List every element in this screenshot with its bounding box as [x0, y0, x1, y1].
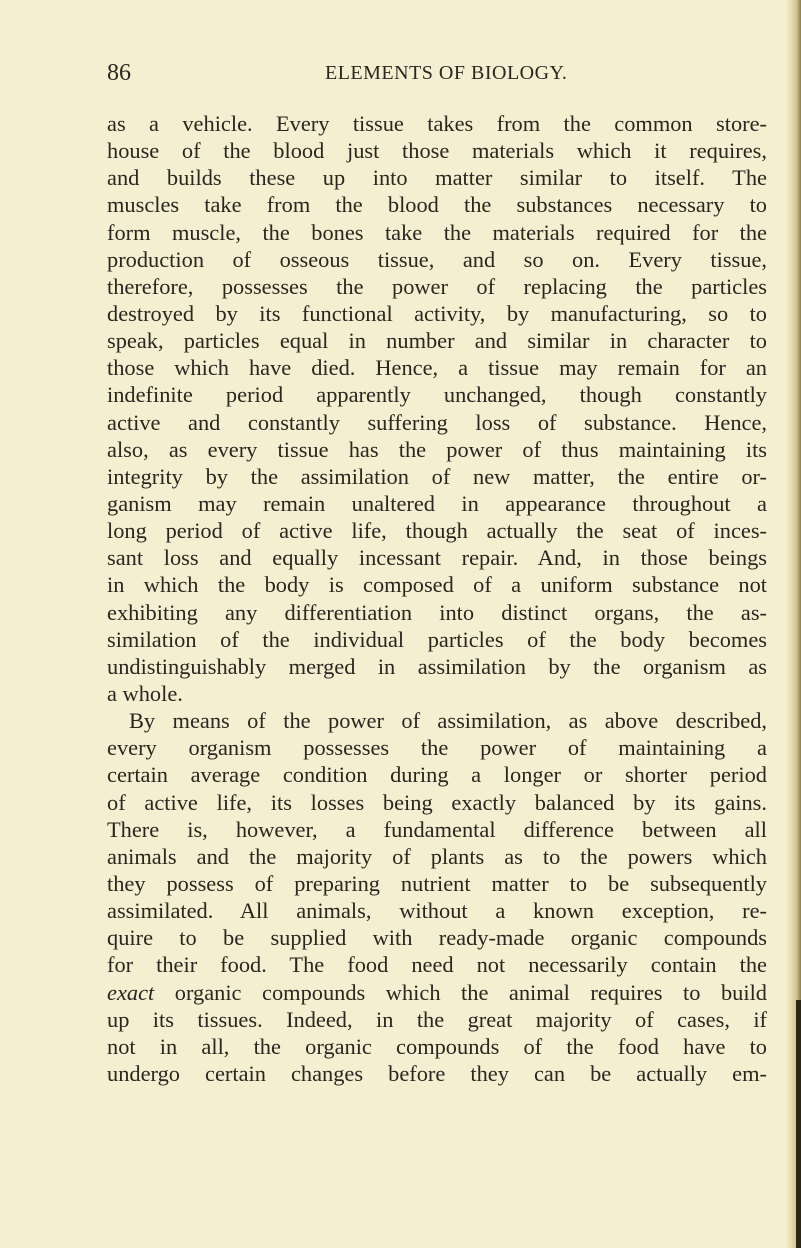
text-line: undistinguishably merged in assimilation by the organism as: [107, 653, 767, 679]
text-line: in which the body is composed of a uniform substance not: [107, 572, 767, 598]
text-line: active and constantly suffering loss of substance. Hence,: [107, 409, 767, 435]
text-line: as a vehicle. Every tissue takes from the common store-: [107, 111, 767, 136]
text-line: of active life, its losses being exactly balanced by its gains.: [107, 789, 767, 815]
page-edge-dark: [796, 1000, 801, 1248]
text-span: organic compounds which the animal requires to build: [154, 979, 767, 1005]
text-line: integrity by the assimilation of new matter, the entire or-: [107, 463, 767, 489]
text-line: destroyed by its functional activity, by manufacturing, so to: [107, 300, 767, 326]
text-line: not in all, the organic compounds of the food have to: [107, 1033, 767, 1059]
text-line: for their food. The food need not necessarily contain the: [107, 952, 767, 978]
page-number: 86: [107, 60, 131, 86]
text-line: exhibiting any differentiation into distinct organs, the as-: [107, 599, 767, 625]
text-line: form muscle, the bones take the materials required for the: [107, 219, 767, 245]
text-line: muscles take from the blood the substances necessary to: [107, 192, 767, 218]
text-line: indefinite period apparently unchanged, though constantly: [107, 382, 767, 408]
text-line: those which have died. Hence, a tissue may remain for an: [107, 355, 767, 381]
text-line: production of osseous tissue, and so on. Every tissue,: [107, 246, 767, 272]
text-line: certain average condition during a longer or shorter period: [107, 762, 767, 788]
text-line: assimilated. All animals, without a known exception, re-: [107, 898, 767, 924]
text-line: long period of active life, though actually the seat of inces-: [107, 518, 767, 544]
text-line: By means of the power of assimilation, as above described,: [129, 708, 767, 734]
text-line: sant loss and equally incessant repair. And, in those beings: [107, 545, 767, 571]
text-line: up its tissues. Indeed, in the great majority of cases, if: [107, 1006, 767, 1032]
text-line: ganism may remain unaltered in appearance throughout a: [107, 490, 767, 516]
text-line: every organism possesses the power of maintaining a: [107, 735, 767, 761]
text-line: There is, however, a fundamental difference between all: [107, 816, 767, 842]
page-body: [107, 110, 767, 1087]
italic-word: exact: [107, 979, 155, 1005]
text-line: therefore, possesses the power of replacing the particles: [107, 273, 767, 299]
text-line: they possess of preparing nutrient matter to be subsequently: [107, 870, 767, 896]
text-line: also, as every tissue has the power of thus maintaining its: [107, 436, 767, 462]
text-line: similation of the individual particles of the body becomes: [107, 626, 767, 652]
text-line: quire to be supplied with ready-made organic compounds: [107, 925, 767, 951]
text-line: undergo certain changes before they can be actually em-: [107, 1060, 767, 1086]
text-line-with-italic: [107, 979, 767, 1006]
text-line: speak, particles equal in number and similar in character to: [107, 328, 767, 354]
page-header: [107, 60, 767, 90]
text-line: and builds these up into matter similar to itself. The: [107, 165, 767, 191]
text-line: house of the blood just those materials which it requires,: [107, 138, 767, 164]
text-line: animals and the majority of plants as to the powers which: [107, 843, 767, 869]
text-line: a whole.: [107, 680, 183, 706]
running-title: ELEMENTS OF BIOLOGY.: [325, 62, 568, 84]
